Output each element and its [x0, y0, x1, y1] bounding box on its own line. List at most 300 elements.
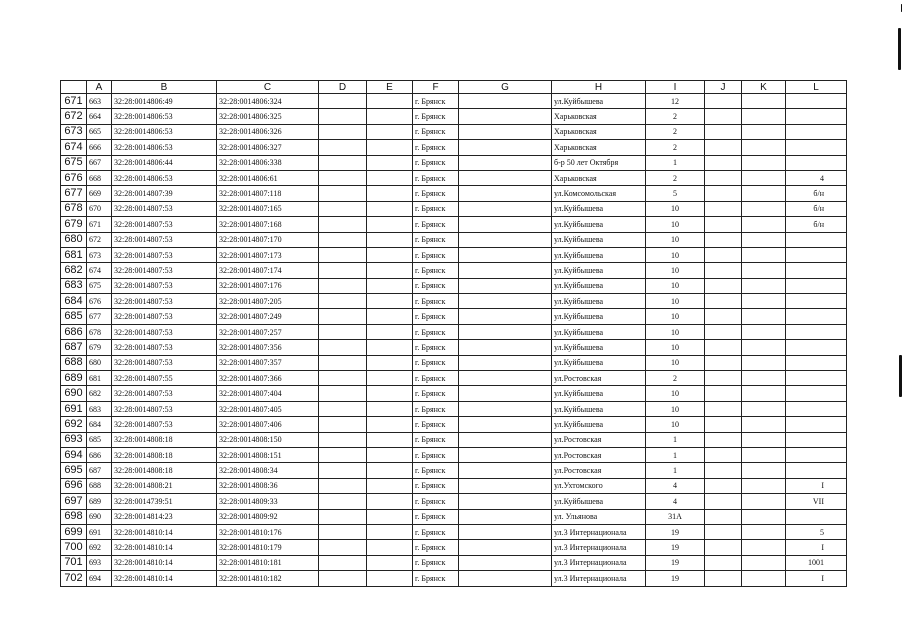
cell-i[interactable]: 10: [646, 417, 705, 432]
cell-b[interactable]: 32:28:0014808:21: [112, 478, 217, 493]
cell-a[interactable]: 676: [87, 294, 112, 309]
cell-j[interactable]: [705, 201, 742, 216]
cell-a[interactable]: 694: [87, 571, 112, 586]
cell-c[interactable]: 32:28:0014806:324: [217, 94, 319, 109]
cell-i[interactable]: 5: [646, 186, 705, 201]
cell-f[interactable]: г. Брянск: [413, 201, 459, 216]
cell-g[interactable]: [459, 232, 552, 247]
cell-k[interactable]: [742, 509, 786, 524]
cell-g[interactable]: [459, 371, 552, 386]
cell-d[interactable]: [319, 124, 367, 139]
row-header[interactable]: 675: [61, 155, 87, 170]
cell-e[interactable]: [367, 324, 413, 339]
cell-c[interactable]: 32:28:0014807:404: [217, 386, 319, 401]
cell-h[interactable]: ул.Куйбышева: [552, 355, 646, 370]
cell-j[interactable]: [705, 417, 742, 432]
cell-d[interactable]: [319, 247, 367, 262]
cell-b[interactable]: 32:28:0014810:14: [112, 571, 217, 586]
cell-a[interactable]: 677: [87, 309, 112, 324]
cell-f[interactable]: г. Брянск: [413, 478, 459, 493]
column-header-g[interactable]: G: [459, 81, 552, 94]
cell-d[interactable]: [319, 524, 367, 539]
cell-g[interactable]: [459, 170, 552, 185]
cell-e[interactable]: [367, 94, 413, 109]
cell-i[interactable]: 2: [646, 170, 705, 185]
cell-l[interactable]: [786, 232, 847, 247]
cell-i[interactable]: 4: [646, 494, 705, 509]
cell-f[interactable]: г. Брянск: [413, 186, 459, 201]
cell-a[interactable]: 691: [87, 524, 112, 539]
cell-e[interactable]: [367, 401, 413, 416]
cell-b[interactable]: 32:28:0014807:53: [112, 217, 217, 232]
cell-f[interactable]: г. Брянск: [413, 278, 459, 293]
cell-a[interactable]: 672: [87, 232, 112, 247]
cell-a[interactable]: 681: [87, 371, 112, 386]
cell-j[interactable]: [705, 109, 742, 124]
cell-c[interactable]: 32:28:0014807:174: [217, 263, 319, 278]
cell-j[interactable]: [705, 494, 742, 509]
cell-j[interactable]: [705, 278, 742, 293]
cell-a[interactable]: 682: [87, 386, 112, 401]
cell-h[interactable]: Харьковская: [552, 124, 646, 139]
cell-h[interactable]: ул.Куйбышева: [552, 217, 646, 232]
cell-d[interactable]: [319, 294, 367, 309]
cell-g[interactable]: [459, 432, 552, 447]
column-header-k[interactable]: K: [742, 81, 786, 94]
cell-d[interactable]: [319, 324, 367, 339]
cell-e[interactable]: [367, 463, 413, 478]
cell-j[interactable]: [705, 447, 742, 462]
cell-k[interactable]: [742, 524, 786, 539]
cell-i[interactable]: 19: [646, 555, 705, 570]
cell-j[interactable]: [705, 155, 742, 170]
cell-c[interactable]: 32:28:0014807:249: [217, 309, 319, 324]
cell-e[interactable]: [367, 417, 413, 432]
cell-h[interactable]: Харьковская: [552, 140, 646, 155]
cell-k[interactable]: [742, 278, 786, 293]
cell-k[interactable]: [742, 309, 786, 324]
cell-l[interactable]: [786, 417, 847, 432]
cell-l[interactable]: VII: [786, 494, 847, 509]
cell-f[interactable]: г. Брянск: [413, 155, 459, 170]
cell-c[interactable]: 32:28:0014808:150: [217, 432, 319, 447]
cell-l[interactable]: [786, 309, 847, 324]
cell-h[interactable]: Харьковская: [552, 170, 646, 185]
corner-cell[interactable]: [61, 81, 87, 94]
cell-f[interactable]: г. Брянск: [413, 509, 459, 524]
cell-f[interactable]: г. Брянск: [413, 417, 459, 432]
cell-h[interactable]: ул.Куйбышева: [552, 494, 646, 509]
cell-k[interactable]: [742, 186, 786, 201]
cell-a[interactable]: 674: [87, 263, 112, 278]
cell-l[interactable]: [786, 155, 847, 170]
cell-j[interactable]: [705, 478, 742, 493]
cell-d[interactable]: [319, 478, 367, 493]
cell-g[interactable]: [459, 247, 552, 262]
cell-i[interactable]: 2: [646, 371, 705, 386]
cell-d[interactable]: [319, 401, 367, 416]
cell-j[interactable]: [705, 217, 742, 232]
cell-g[interactable]: [459, 540, 552, 555]
cell-a[interactable]: 673: [87, 247, 112, 262]
cell-b[interactable]: 32:28:0014810:14: [112, 524, 217, 539]
cell-h[interactable]: ул.Куйбышева: [552, 417, 646, 432]
cell-d[interactable]: [319, 94, 367, 109]
cell-d[interactable]: [319, 417, 367, 432]
cell-e[interactable]: [367, 540, 413, 555]
cell-b[interactable]: 32:28:0014807:53: [112, 232, 217, 247]
cell-d[interactable]: [319, 463, 367, 478]
cell-d[interactable]: [319, 494, 367, 509]
cell-a[interactable]: 679: [87, 340, 112, 355]
cell-j[interactable]: [705, 263, 742, 278]
cell-b[interactable]: 32:28:0014807:55: [112, 371, 217, 386]
cell-g[interactable]: [459, 417, 552, 432]
cell-b[interactable]: 32:28:0014806:53: [112, 109, 217, 124]
cell-f[interactable]: г. Брянск: [413, 309, 459, 324]
cell-i[interactable]: 2: [646, 140, 705, 155]
cell-c[interactable]: 32:28:0014807:406: [217, 417, 319, 432]
cell-b[interactable]: 32:28:0014807:53: [112, 247, 217, 262]
row-header[interactable]: 699: [61, 524, 87, 539]
cell-a[interactable]: 664: [87, 109, 112, 124]
cell-h[interactable]: ул.Куйбышева: [552, 294, 646, 309]
cell-c[interactable]: 32:28:0014807:356: [217, 340, 319, 355]
cell-l[interactable]: [786, 124, 847, 139]
cell-i[interactable]: 10: [646, 324, 705, 339]
cell-f[interactable]: г. Брянск: [413, 555, 459, 570]
row-header[interactable]: 684: [61, 294, 87, 309]
cell-g[interactable]: [459, 509, 552, 524]
cell-l[interactable]: [786, 371, 847, 386]
cell-c[interactable]: 32:28:0014806:326: [217, 124, 319, 139]
cell-k[interactable]: [742, 386, 786, 401]
column-header-a[interactable]: A: [87, 81, 112, 94]
cell-b[interactable]: 32:28:0014808:18: [112, 463, 217, 478]
cell-h[interactable]: ул.Ухтомского: [552, 478, 646, 493]
cell-h[interactable]: б-р 50 лет Октября: [552, 155, 646, 170]
cell-c[interactable]: 32:28:0014807:165: [217, 201, 319, 216]
cell-g[interactable]: [459, 478, 552, 493]
cell-c[interactable]: 32:28:0014807:176: [217, 278, 319, 293]
row-header[interactable]: 689: [61, 371, 87, 386]
cell-d[interactable]: [319, 340, 367, 355]
cell-c[interactable]: 32:28:0014808:34: [217, 463, 319, 478]
cell-d[interactable]: [319, 555, 367, 570]
cell-k[interactable]: [742, 401, 786, 416]
cell-d[interactable]: [319, 386, 367, 401]
column-header-i[interactable]: I: [646, 81, 705, 94]
cell-b[interactable]: 32:28:0014807:53: [112, 324, 217, 339]
cell-j[interactable]: [705, 232, 742, 247]
cell-i[interactable]: 10: [646, 201, 705, 216]
cell-d[interactable]: [319, 201, 367, 216]
cell-h[interactable]: ул.Комсомольская: [552, 186, 646, 201]
cell-f[interactable]: г. Брянск: [413, 494, 459, 509]
cell-k[interactable]: [742, 463, 786, 478]
row-header[interactable]: 697: [61, 494, 87, 509]
cell-h[interactable]: ул.3 Интернационала: [552, 540, 646, 555]
cell-g[interactable]: [459, 555, 552, 570]
cell-g[interactable]: [459, 217, 552, 232]
column-header-j[interactable]: J: [705, 81, 742, 94]
cell-f[interactable]: г. Брянск: [413, 463, 459, 478]
cell-d[interactable]: [319, 263, 367, 278]
cell-c[interactable]: 32:28:0014810:182: [217, 571, 319, 586]
cell-b[interactable]: 32:28:0014810:14: [112, 540, 217, 555]
cell-g[interactable]: [459, 140, 552, 155]
cell-k[interactable]: [742, 201, 786, 216]
cell-e[interactable]: [367, 432, 413, 447]
row-header[interactable]: 700: [61, 540, 87, 555]
cell-l[interactable]: [786, 386, 847, 401]
cell-b[interactable]: 32:28:0014739:51: [112, 494, 217, 509]
cell-g[interactable]: [459, 155, 552, 170]
cell-l[interactable]: б/н: [786, 217, 847, 232]
cell-g[interactable]: [459, 124, 552, 139]
cell-a[interactable]: 689: [87, 494, 112, 509]
cell-h[interactable]: Харьковская: [552, 109, 646, 124]
column-header-d[interactable]: D: [319, 81, 367, 94]
cell-i[interactable]: 19: [646, 524, 705, 539]
cell-f[interactable]: г. Брянск: [413, 232, 459, 247]
cell-g[interactable]: [459, 355, 552, 370]
cell-f[interactable]: г. Брянск: [413, 263, 459, 278]
cell-c[interactable]: 32:28:0014810:181: [217, 555, 319, 570]
cell-h[interactable]: ул.3 Интернационала: [552, 524, 646, 539]
cell-c[interactable]: 32:28:0014806:327: [217, 140, 319, 155]
cell-l[interactable]: [786, 355, 847, 370]
row-header[interactable]: 680: [61, 232, 87, 247]
cell-i[interactable]: 10: [646, 340, 705, 355]
cell-f[interactable]: г. Брянск: [413, 140, 459, 155]
row-header[interactable]: 672: [61, 109, 87, 124]
cell-l[interactable]: [786, 94, 847, 109]
cell-l[interactable]: 1001: [786, 555, 847, 570]
cell-b[interactable]: 32:28:0014807:53: [112, 417, 217, 432]
cell-j[interactable]: [705, 247, 742, 262]
cell-j[interactable]: [705, 94, 742, 109]
cell-e[interactable]: [367, 278, 413, 293]
cell-g[interactable]: [459, 524, 552, 539]
cell-b[interactable]: 32:28:0014807:39: [112, 186, 217, 201]
cell-k[interactable]: [742, 140, 786, 155]
cell-l[interactable]: [786, 340, 847, 355]
cell-i[interactable]: 10: [646, 386, 705, 401]
cell-j[interactable]: [705, 294, 742, 309]
cell-c[interactable]: 32:28:0014806:338: [217, 155, 319, 170]
cell-l[interactable]: [786, 401, 847, 416]
cell-j[interactable]: [705, 463, 742, 478]
cell-c[interactable]: 32:28:0014807:118: [217, 186, 319, 201]
cell-h[interactable]: ул.Куйбышева: [552, 309, 646, 324]
cell-e[interactable]: [367, 386, 413, 401]
cell-e[interactable]: [367, 186, 413, 201]
cell-g[interactable]: [459, 401, 552, 416]
row-header[interactable]: 682: [61, 263, 87, 278]
row-header[interactable]: 687: [61, 340, 87, 355]
cell-d[interactable]: [319, 447, 367, 462]
cell-g[interactable]: [459, 309, 552, 324]
cell-h[interactable]: ул.Ростовская: [552, 371, 646, 386]
column-header-h[interactable]: H: [552, 81, 646, 94]
cell-k[interactable]: [742, 371, 786, 386]
cell-h[interactable]: ул.3 Интернационала: [552, 571, 646, 586]
cell-g[interactable]: [459, 571, 552, 586]
cell-a[interactable]: 663: [87, 94, 112, 109]
cell-d[interactable]: [319, 509, 367, 524]
cell-a[interactable]: 678: [87, 324, 112, 339]
cell-a[interactable]: 688: [87, 478, 112, 493]
cell-f[interactable]: г. Брянск: [413, 340, 459, 355]
cell-j[interactable]: [705, 170, 742, 185]
cell-f[interactable]: г. Брянск: [413, 386, 459, 401]
cell-h[interactable]: ул.Куйбышева: [552, 401, 646, 416]
cell-g[interactable]: [459, 447, 552, 462]
cell-i[interactable]: 10: [646, 401, 705, 416]
cell-e[interactable]: [367, 309, 413, 324]
cell-i[interactable]: 10: [646, 247, 705, 262]
row-header[interactable]: 685: [61, 309, 87, 324]
cell-h[interactable]: ул.Куйбышева: [552, 247, 646, 262]
cell-j[interactable]: [705, 340, 742, 355]
cell-d[interactable]: [319, 432, 367, 447]
row-header[interactable]: 686: [61, 324, 87, 339]
cell-l[interactable]: б/н: [786, 201, 847, 216]
cell-g[interactable]: [459, 263, 552, 278]
cell-c[interactable]: 32:28:0014810:179: [217, 540, 319, 555]
cell-e[interactable]: [367, 340, 413, 355]
cell-i[interactable]: 2: [646, 109, 705, 124]
cell-i[interactable]: 10: [646, 263, 705, 278]
cell-g[interactable]: [459, 340, 552, 355]
cell-c[interactable]: 32:28:0014806:61: [217, 170, 319, 185]
cell-i[interactable]: 31А: [646, 509, 705, 524]
cell-k[interactable]: [742, 417, 786, 432]
cell-j[interactable]: [705, 386, 742, 401]
cell-j[interactable]: [705, 401, 742, 416]
cell-f[interactable]: г. Брянск: [413, 540, 459, 555]
cell-l[interactable]: б/н: [786, 186, 847, 201]
cell-k[interactable]: [742, 571, 786, 586]
cell-f[interactable]: г. Брянск: [413, 571, 459, 586]
cell-k[interactable]: [742, 340, 786, 355]
cell-h[interactable]: ул.Куйбышева: [552, 386, 646, 401]
cell-f[interactable]: г. Брянск: [413, 524, 459, 539]
cell-f[interactable]: г. Брянск: [413, 94, 459, 109]
cell-c[interactable]: 32:28:0014809:92: [217, 509, 319, 524]
cell-a[interactable]: 667: [87, 155, 112, 170]
cell-f[interactable]: г. Брянск: [413, 401, 459, 416]
cell-b[interactable]: 32:28:0014806:53: [112, 124, 217, 139]
cell-g[interactable]: [459, 463, 552, 478]
cell-i[interactable]: 10: [646, 232, 705, 247]
cell-b[interactable]: 32:28:0014807:53: [112, 309, 217, 324]
cell-e[interactable]: [367, 294, 413, 309]
cell-k[interactable]: [742, 432, 786, 447]
cell-i[interactable]: 1: [646, 432, 705, 447]
cell-k[interactable]: [742, 263, 786, 278]
cell-c[interactable]: 32:28:0014807:366: [217, 371, 319, 386]
cell-j[interactable]: [705, 186, 742, 201]
cell-d[interactable]: [319, 140, 367, 155]
cell-e[interactable]: [367, 232, 413, 247]
cell-b[interactable]: 32:28:0014808:18: [112, 432, 217, 447]
cell-b[interactable]: 32:28:0014807:53: [112, 386, 217, 401]
cell-j[interactable]: [705, 309, 742, 324]
cell-k[interactable]: [742, 170, 786, 185]
cell-g[interactable]: [459, 324, 552, 339]
cell-l[interactable]: I: [786, 478, 847, 493]
cell-j[interactable]: [705, 124, 742, 139]
column-header-b[interactable]: B: [112, 81, 217, 94]
row-header[interactable]: 683: [61, 278, 87, 293]
cell-a[interactable]: 687: [87, 463, 112, 478]
cell-i[interactable]: 4: [646, 478, 705, 493]
cell-e[interactable]: [367, 555, 413, 570]
cell-j[interactable]: [705, 509, 742, 524]
cell-d[interactable]: [319, 232, 367, 247]
row-header[interactable]: 696: [61, 478, 87, 493]
cell-c[interactable]: 32:28:0014807:173: [217, 247, 319, 262]
cell-j[interactable]: [705, 524, 742, 539]
row-header[interactable]: 681: [61, 247, 87, 262]
cell-a[interactable]: 671: [87, 217, 112, 232]
cell-j[interactable]: [705, 140, 742, 155]
cell-c[interactable]: 32:28:0014810:176: [217, 524, 319, 539]
cell-d[interactable]: [319, 278, 367, 293]
row-header[interactable]: 677: [61, 186, 87, 201]
row-header[interactable]: 688: [61, 355, 87, 370]
cell-c[interactable]: 32:28:0014807:170: [217, 232, 319, 247]
column-header-f[interactable]: F: [413, 81, 459, 94]
cell-h[interactable]: ул.Ростовская: [552, 463, 646, 478]
cell-e[interactable]: [367, 263, 413, 278]
cell-g[interactable]: [459, 294, 552, 309]
cell-i[interactable]: 10: [646, 217, 705, 232]
cell-f[interactable]: г. Брянск: [413, 217, 459, 232]
row-header[interactable]: 698: [61, 509, 87, 524]
cell-h[interactable]: ул.Куйбышева: [552, 340, 646, 355]
row-header[interactable]: 701: [61, 555, 87, 570]
cell-k[interactable]: [742, 247, 786, 262]
cell-j[interactable]: [705, 371, 742, 386]
cell-b[interactable]: 32:28:0014807:53: [112, 278, 217, 293]
cell-e[interactable]: [367, 247, 413, 262]
row-header[interactable]: 690: [61, 386, 87, 401]
cell-c[interactable]: 32:28:0014807:257: [217, 324, 319, 339]
cell-b[interactable]: 32:28:0014807:53: [112, 340, 217, 355]
cell-l[interactable]: [786, 432, 847, 447]
cell-c[interactable]: 32:28:0014807:405: [217, 401, 319, 416]
cell-l[interactable]: [786, 463, 847, 478]
cell-e[interactable]: [367, 494, 413, 509]
cell-g[interactable]: [459, 278, 552, 293]
cell-g[interactable]: [459, 386, 552, 401]
cell-b[interactable]: 32:28:0014807:53: [112, 263, 217, 278]
cell-k[interactable]: [742, 294, 786, 309]
row-header[interactable]: 676: [61, 170, 87, 185]
column-header-l[interactable]: L: [786, 81, 847, 94]
cell-j[interactable]: [705, 432, 742, 447]
row-header[interactable]: 702: [61, 571, 87, 586]
cell-b[interactable]: 32:28:0014806:44: [112, 155, 217, 170]
cell-l[interactable]: I: [786, 540, 847, 555]
cell-a[interactable]: 690: [87, 509, 112, 524]
cell-c[interactable]: 32:28:0014807:205: [217, 294, 319, 309]
cell-c[interactable]: 32:28:0014807:168: [217, 217, 319, 232]
cell-j[interactable]: [705, 555, 742, 570]
